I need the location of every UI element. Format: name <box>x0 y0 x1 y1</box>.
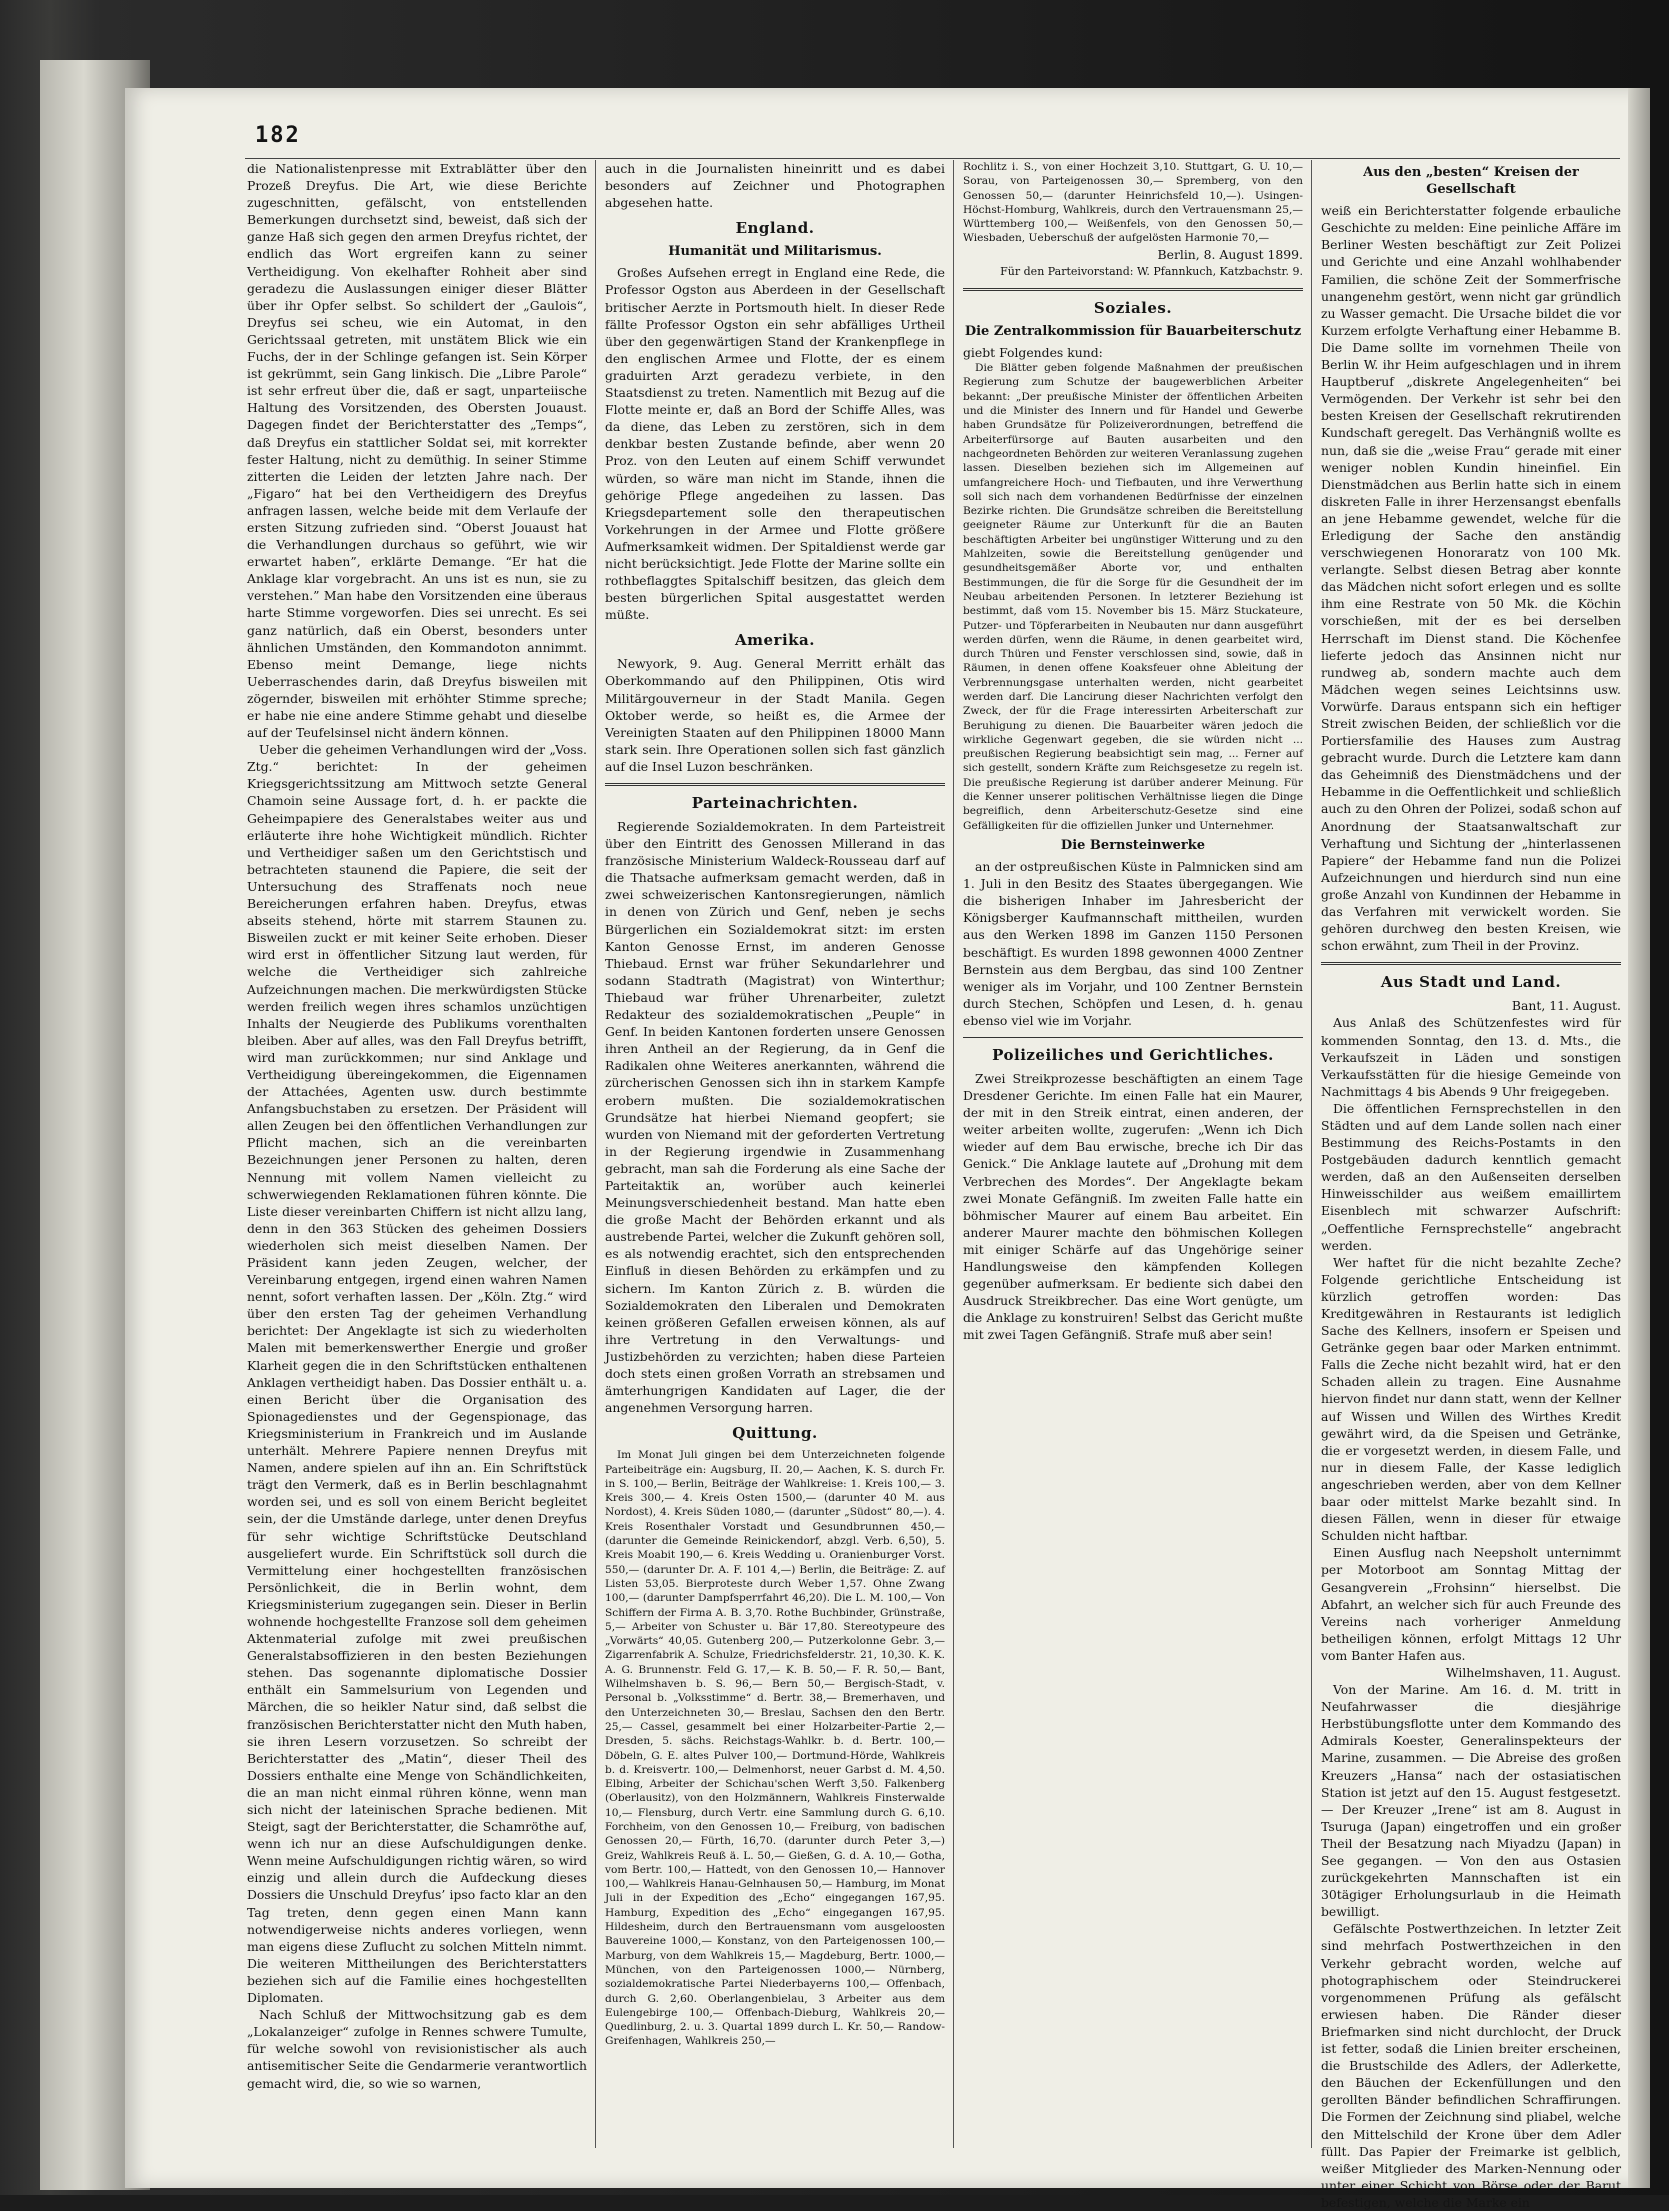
article-title-zentralkommission: Die Zentralkommission für Bauarbeiterschutz <box>964 323 1302 339</box>
column-1 <box>247 160 587 2148</box>
dateline: Berlin, 8. August 1899. <box>1157 246 1303 262</box>
column-3 <box>963 160 1303 2148</box>
article-schuetzenfest: Aus Anlaß des Schützenfestes wird für kommenden Sonntag, den 13. d. Mts., die Verkaufszeit in Läden und sonstigen Verkaufsstätten für die hiesige Gemeinde von Nachmittags 4 bis Abends 9 Uhr freigegeben. <box>1321 1015 1621 1099</box>
article-title-gesellschaft: Aus den „besten“ Kreisen der Gesellschaft <box>1363 165 1579 198</box>
article-quittung: Im Monat Juli gingen bei dem Unterzeichneten folgende Parteibeiträge ein: Augsburg, II. 20,— Aachen, K. S. durch Fr. in S. 100,— Berlin, Beiträge der Wahlkreise: 1. Kreis 100,— 3. Kreis 300,— 4. Kreis Osten 1500,— (darunter 40 M. aus Nordost), 4. Kreis Süden 1080,— (darunter „Südost“ 80,—). 4. Kreis Rosenthaler Vorstadt und Gesundbrunnen 450,— (darunter die Gemeinde Reinickendorf, abzgl. Verb. 6,50), 5. Kreis Moabit 190,— 6. Kreis Wedding u. Oranienburger Vorst. 550,— (darunter Dr. A. F. 101 4,—) Berlin, die Beiträge: Z. auf Listen 53,05. Bierproteste durch Weber 1,57. Ohne Zwang 100,— (darunter Dampfsperrfahrt 46,20). Die L. M. 100,— Von Schiffern der Firma A. B. 3,70. Rothe Buchbinder, Grünstraße, 5,— Arbeiter von Schuster u. Bär 17,80. Stereotypeure des „Vorwärts“ 40,05. Gutenberg 200,— Putzerkolonne Gebr. 3,— Zigarrenfabrik A. Schulze, Friedrichsfelderstr. 21, 10,30. K. K. A. G. Brunnenstr. Feld G. 17,— K. B. 50,— F. R. 50,— Bant, Wilhelmshaven b. S. 96,— Bern 50,— Bergisch-Stadt, v. Personal b. „Volksstimme“ d. Bertr. 38,— Bremerhaven, und den Unterzeichneten 30,— Breslau, Sachsen den den Bertr. 25,— Cassel, gesammelt bei einer Holzarbeiter-Partie 2,— Dresden, 5. sächs. Reichstags-Wahlkr. b. d. Bertr. 100,— Döbeln, G. E. altes Pulver 100,— Dortmund-Hörde, Wahlkreis b. d. Kreisvertr. 100,— Delmenhorst, neuer Garbst d. M. 4,50. Elbing, Arbeiter der Schichau'schen Werft 3,50. Falkenberg (Oberlausitz), von den Holzmännern, Wahlkreis Finsterwalde 10,— Flensburg, durch Vertr. eine Sammlung durch G. 6,10. Forchheim, von den Genossen 10,— Freiburg, von badischen Genossen 20,— Fürth, 16,70. (darunter durch Peter 3,—) Greiz, Wahlkreis Reuß ä. L. 50,— Gießen, G. d. A. 10,— Gotha, vom Bertr. 100,— Hattedt, von den Genossen 10,— Hannover 100,— Wahlkreis Hanau-Gelnhausen 50,— Hamburg, im Monat Juli in der Expedition des „Echo“ eingegangen 167,95. Hamburg, Expedition des „Echo“ eingegangen 167,95. Hildesheim, durch den Bertrauensmann vom ausgeloosten Bauvereine 1000,— Konstanz, von den Parteigenossen 100,— Marburg, von dem Wahlkreis 15,— Magdeburg, Bertr. 1000,— München, von den Parteigenossen 1000,— Nürnberg, sozialdemokratische Partei Niederbayerns 100,— Offenbach, durch G. 2,60. Oberlangenbielau, 3 Arbeiter aus dem Eulengebirge 100,— Offenbach-Dieburg, Wahlkreis 20,— Quedlinburg, 2. u. 3. Quartal 1899 durch L. Kr. 50,— Randow-Greifenhagen, Wahlkreis 250,— <box>605 1449 945 2048</box>
col2-intro: auch in die Journalisten hineinritt und es dabei besonders auf Zeichner und Photographen abgesehen hatte. <box>605 161 945 211</box>
section-rule <box>1321 962 1621 965</box>
article-zeche: Wer haftet für die nicht bezahlte Zeche? Folgende gerichtliche Entscheidung ist kürzlich getroffen worden: Das Kreditgewähren in Restaurants ist lediglich Sache des Kellners, insofern er Speisen und Getränke gegen baar oder Marken entnimmt. Falls die Zeche nicht bezahlt wird, hat er den Schaden allein zu tragen. Eine Ausnahme hiervon findet nur dann statt, wenn der Kellner auf Wissen und Willen des Wirthes Kredit gewährt wird, da die Speisen und Getränke, die er vorgesetzt werden, in diesem Falle, und nur in diesem Falle, der Kasse lediglich angeschrieben werden, aber von dem Kellner baar oder mittelst Marke bezahlt sind. In diesen Fällen, wenn in dieser für etwaige Schulden nicht haftbar. <box>1321 1254 1621 1544</box>
article-fernsprech: Die öffentlichen Fernsprechstellen in den Städten und auf dem Lande sollen nach einer Bestimmung des Reichs-Postamts in den Postgebäuden dadurch kenntlich gemacht werden, daß an den Außenseiten derselben Hinweisschilder aus weißem emaillirtem Eisenblech mit schwarzer Aufschrift: „Oeffentliche Fernsprechstelle“ angebracht werden. <box>1321 1100 1621 1253</box>
article-zentralkommission: Die Blätter geben folgende Maßnahmen der preußischen Regierung zum Schutze der baugewerblichen Arbeiter bekannt: „Der preußische Minister der öffentlichen Arbeiten und die Minister des Innern und für Handel und Gewerbe haben Grundsätze für Polizeiverordnungen, betreffend die Arbeiterfürsorge auf Bauten ausarbeiten und den nachgeordneten Behörden zur weiteren Veranlassung zugehen lassen. Dieselben beziehen sich im Allgemeinen auf umfangreichere Hoch- und Tiefbauten, und ihre Verwerthung soll sich nach dem vorhandenen Bedürfnisse der einzelnen Bezirke richten. Die Grundsätze schreiben die Bereitstellung geeigneter Räume zur Unterkunft für die an Bauten beschäftigten Arbeiter bei ungünstiger Witterung und zu den Mahlzeiten, sowie die Bereitstellung genügender und gesundheitsgemäßer Aborte vor, und enthalten Bestimmungen, die für die Sorge für die Gesundheit der im Neubau arbeitenden Personen. In letzterer Beziehung ist bestimmt, daß vom 15. November bis 15. März Stuckateure, Putzer- und Töpferarbeiten in Neubauten nur dann ausgeführt werden dürfen, wenn die Räume, in denen gearbeitet wird, durch Thüren und Fenster verschlossen sind, sowie, daß in Räumen, in denen offene Koaksfeuer ohne Ableitung der Verbrennungsgase unterhalten werden, nicht gearbeitet werden darf. Die Lancirung dieser Nachrichten verfolgt den Zweck, der für die Frage interessirten Arbeiterschaft zur Beruhigung zu dienen. Die Bauarbeiter wären jedoch die wirkliche Gegenwart gegeben, die sie würden nicht ... preußischen Regierung beabsichtigt sein mag, ... Ferner auf sich gestellt, sondern Kräfte zum Reichsgesetze zu regeln ist. Die preußische Regierung ist darüber anderer Meinung. Für die Kenner unserer politischen Verhältnisse liegen die Dinge begreiflich, denn Arbeiterschutz-Gesetze sind eine Gefälligkeiten für die offiziellen Junker und Unternehmer. <box>963 362 1303 832</box>
article-england: Großes Aufsehen erregt in England eine Rede, die Professor Ogston aus Aberdeen in der Gesellschaft britischer Aerzte in Portsmouth hielt. In dieser Rede fällte Professor Ogston ein sehr abfälliges Urtheil über den gegenwärtigen Stand der Krankenpflege in den englischen Armee und Flotte, der es einem graduirten Arzt geradezu verbiete, in den Staatsdienst zu treten. Namentlich mit Bezug auf die Flotte meinte er, daß an Bord der Schiffe Alles, was da diene, das Leben zu zerstören, sich in dem denkbar besten Zustande befinde, aber wenn 20 Proz. von den Leuten auf einem Schiff verwundet würden, so wäre man nicht im Stande, ihnen die gehörige Pflege angedeihen zu lassen. Das Kriegsdepartement solle den therapeutischen Vorkehrungen in der Armee und Flotte größere Aufmerksamkeit widmen. Der Spitaldienst werde gar nicht berücksichtigt. Jede Flotte der Marine sollte ein rothbeflaggtes Spitalschiff besitzen, das gleich dem besten bürgerlichen Spital ausgestattet werden müßte. <box>605 265 945 623</box>
article-gesellschaft: weiß ein Berichterstatter folgende erbauliche Geschichte zu melden: Eine peinliche Affäre im Berliner Westen beschäftigt zur Zeit Polizei und Gerichte und eine Anzahl wohlhabender Familien, die schöne Zeit der Sommerfrische unangenehm gestört, wenn nicht gar gründlich zu Wasser gemacht. Die Ursache bildet die vor Kurzem erfolgte Verhaftung einer Hebamme B. Die Dame sollte im vornehmen Theile von Berlin W. ihr Heim aufgeschlagen und in ihrem Hauptberuf „diskrete Angelegenheiten“ bei Vermögenden. Der Verkehr ist sehr bei den besten Kreisen der Gesellschaft rekrutirenden Kundschaft geregelt. Das Verhängniß wollte es nun, daß sie die „weise Frau“ gerade mit einer weniger noblen Kundin hineinfiel. Ein Dienstmädchen aus Berlin hatte sich in einem diskreten Falle in ihrer Herzensangst ebenfalls an jene Hebamme gewendet, welche für die Erledigung der Sache den anständig verschwiegenen Honoraratz von 100 Mk. verlangte. Selbst diesen Betrag aber konnte das Mädchen nicht sofort erlegen und es sollte ihm eine Restrate von 50 Mk. die Köchin vorschießen, mit der es bei derselben Herrschaft im Dienst stand. Die Köchenfee lieferte jedoch das Ansinnen nicht nur rundweg ab, sondern machte auch dem Mädchen wegen seines Leichtsinns usw. Vorwürfe. Daraus entspann sich ein heftiger Streit zwischen Beiden, der schließlich vor die Portiersfamilie des Hauses zum Austrag gebracht wurde. Durch die Letztere kam dann das Geheimniß des Dienstmädchens und der Hebamme in die Oeffentlichkeit und schließlich auch zu den Ohren der Polizei, sodaß schon auf Anordnung der Staatsanwaltschaft zur Verhaftung und Sichtung der „hinterlassenen Papiere“ der Hebamme fand nun die Polizei Aufzeichnungen und hierdurch sind nun eine große Anzahl von Kundinnen der Hebamme in das Verfahren mit verwickelt worden. Sie gehören durchweg den besten Kreisen, wie schon erwähnt, zum Theil in der Provinz. <box>1321 203 1621 954</box>
section-heading-quittung: Quittung. <box>732 1424 818 1443</box>
section-heading-stadt-land: Aus Stadt und Land. <box>1380 973 1562 992</box>
signature: Für den Parteivorstand: W. Pfannkuch, Katzbachstr. 9. <box>1000 264 1303 278</box>
article-subtitle: giebt Folgendes kund: <box>963 345 1103 361</box>
section-heading-partei: Parteinachrichten. <box>691 794 859 812</box>
section-heading-polizei: Polizeiliches und Gerichtliches. <box>992 1045 1274 1064</box>
dateline-bant: Bant, 11. August. <box>1511 998 1621 1014</box>
section-heading-england: England. <box>735 219 815 238</box>
article-bernstein: an der ostpreußischen Küste in Palmnicken sind am 1. Juli in den Besitz des Staates übergegangen. Wie die bisherigen Inhaber im Jahresbericht der Königsberger Kaufmannschaft mittheilen, wurden aus den Werken 1898 im Ganzen 1150 Personen beschäftigt. Es wurden 1898 gewonnen 4000 Zentner Bernstein aus dem Bergbau, das sind 100 Zentner weniger als im Vorjahr, und 100 Zentner Bernstein durch Stechen, Schöpfen und Lesen, d. h. genau ebenso viel wie im Vorjahr. <box>963 859 1303 1028</box>
column-divider <box>953 160 954 2148</box>
section-rule <box>963 288 1303 291</box>
col1-paragraph: Nach Schluß der Mittwochsitzung gab es dem „Lokalanzeiger“ zufolge in Rennes schwere Tumulte, für welche sowohl von revisionistischer als auch antisemitischer Seite die Gendarmerie verantwortlich gemacht wird, die, so wie so warnen, <box>247 2007 587 2091</box>
page-number: 182 <box>255 123 301 148</box>
header-rule <box>245 158 1620 159</box>
article-partei: Regierende Sozialdemokraten. In dem Parteistreit über den Eintritt des Genossen Millerand in das französische Ministerium Waldeck-Rousseau darf auf die Thatsache aufmerksam gemacht werden, daß in zwei schweizerischen Kantonsregierungen, nämlich in denen von Zürich und Genf, neben je sechs Bürgerlichen ein Sozialdemokrat sitzt: im ersten Kanton Genosse Ernst, im anderen Genosse Thiebaud. Ernst war früher Sekundarlehrer und sodann Stadtrath (Magistrat) von Winterthur; Thiebaud war früher Uhrenarbeiter, zuletzt Redakteur des sozialdemokratischen „Peuple“ in Genf. In beiden Kantonen forderten unsere Genossen ihren Antheil an der Regierung, da in Genf die Radikalen ohne Weiteres anerkannten, während die zürcherischen Genossen sich ihn in starkem Kampfe erobern mußten. Die sozialdemokratischen Grundsätze hat hierbei Niemand geopfert; sie wurden von Niemand mit der geforderten Vertretung in der Regierung irgendwie in Zusammenhang gebracht, man sah die Forderung als eine Sache der Parteitaktik an, worüber auch keinerlei Meinungsverschiedenheit bestand. Man hatte eben die große Macht der Behörden erkannt und als austrebende Partei, welcher die Zukunft gehören soll, es als notwendig erachtet, sich den entsprechenden Einfluß in diesen Behörden zu erkämpfen und zu sichern. Im Kanton Zürich z. B. würden die Sozialdemokraten den Liberalen und Demokraten keinen größeren Gefallen erweisen können, als auf ihre Vertretung in den Verwaltungs- und Justizbehörden zu verzichten; haben diese Parteien doch stets einen großen Vorrath an strebsamen und ämterhungrigen Kandidaten auf Lager, die der angenehmen Versorgung harren. <box>605 819 945 1416</box>
section-rule <box>605 783 945 786</box>
column-2 <box>605 160 945 2148</box>
page-edge-shadow <box>1628 88 1650 2188</box>
article-postwerthzeichen: Gefälschte Postwerthzeichen. In letzter Zeit sind mehrfach Postwerthzeichen in den Verkehr gebracht worden, welche auf photographischem oder Steindruckerei vorgenommenen Prüfung als gefälscht erwiesen haben. Die Ränder dieser Briefmarken sind nicht durchlocht, der Druck ist fetter, sodaß die Linien breiter erscheinen, die Brustschilde des Adlers, der Adlerkette, den Bäuchen der Eckenfüllungen und den gerollten Bänder befindlichen Schraffirungen. Die Formen der Zeichnung sind pliabel, welche den Mittelschild der Krone über dem Adler füllt. Das Papier der Freimarke ist gelblich, weißer Mitglieder des Marken-Nennung oder unter einer Schicht von Börse oder der Barut befestigen, welche die Marke ein <box>1321 1921 1621 2210</box>
col3-quittung-continued: Rochlitz i. S., von einer Hochzeit 3,10. Stuttgart, G. U. 10,— Sorau, von Parteigenossen 30,— Spremberg, von den Genossen 50,— (darunter Heinrichsfeld 10,—). Usingen-Höchst-Homburg, Wahlkreis, durch den Vertrauensmann 25,— Württemberg 100,— Weißenfels, von den Genossen 50,— Wiesbaden, Ueberschuß der aufgelösten Harmonie 70,— <box>963 161 1303 245</box>
article-marine: Von der Marine. Am 16. d. M. tritt in Neufahrwasser die diesjährige Herbstübungsflotte unter dem Kommando des Admirals Koester, Generalinspekteurs der Marine, zusammen. — Die Abreise des großen Kreuzers „Hansa“ nach der ostasiatischen Station ist jetzt auf den 15. August festgesetzt. — Der Kreuzer „Irene“ ist am 8. August in Tsuruga (Japan) eingetroffen und ein großer Theil der Besatzung nach Miyadzu (Japan) in See gegangen. — Von den aus Ostasien zurückgekehrten Mannschaften ist ein 30tägiger Erholungsurlaub in die Heimath bewilligt. <box>1321 1682 1621 1920</box>
section-rule <box>963 1037 1303 1038</box>
article-polizei: Zwei Streikprozesse beschäftigten an einem Tage Dresdener Gerichte. Im einen Falle hat ein Maurer, der mit in den Streik eintrat, einen anderen, der weiter arbeiten wollte, zugerufen: „Wenn ich Dich wieder auf dem Bau erwische, breche ich Dir das Genick.“ Die Anklage lautete auf „Drohung mit dem Verbrechen des Mordes“. Der Angeklagte bekam zwei Monate Gefängniß. Im zweiten Falle hatte ein böhmischer Maurer auf einem Bau arbeitet. Ein anderer Maurer machte den böhmischen Kollegen mit einiger Schärfe auf das Ungehörige seiner Handlungsweise den kämpfenden Kollegen gegenüber aufmerksam. Er bediente sich dabei den Ausdruck Streikbrecher. Das eine Wort genügte, um die Anklage zu konstruiren! Selbst das Gericht mußte mit zwei Tagen Gefängniß. Strafe muß aber sein! <box>963 1070 1303 1343</box>
column-divider <box>1311 160 1312 2148</box>
column-4 <box>1321 160 1621 2210</box>
col1-paragraph: Ueber die geheimen Verhandlungen wird der „Voss. Ztg.“ berichtet: In der geheimen Kriegsgerichtssitzung am Mittwoch setzte General Chamoin seine Aussage fort, d. h. er packte die Geheimpapiere des Generalstabes weiter aus und erläuterte ihre hohe Wichtigkeit mündlich. Richter und Vertheidiger saßen um den Gerichtstisch und betrachteten staunend die Papiere, die seit der Untersuchung des Straffenats noch neue Bereicherungen erfahren haben. Dreyfus, etwas abseits stehend, hörte mit starrem Staunen zu. Bisweilen zuckt er mit keiner Seite erhoben. Dieser wird erst in öffentlicher Sitzung laut werden, für welche die Vertheidiger sich zahlreiche Aufzeichnungen machen. Die merkwürdigsten Stücke werden freilich wegen ihres schamlos unzüchtigen Inhalts der Neugierde des Publikums vorenthalten bleiben. Aber auf alles, was den Fall Dreyfus betrifft, wird man zurückkommen; nur sind Anklage und Vertheidigung übereingekommen, die Eigennamen der Attachées, Agenten usw. durch bestimmte Anfangsbuchstaben zu ersetzen. Der Präsident will allen Zeugen bei den öffentlichen Verhandlungen zur Pflicht machen, sich an die vereinbarten Bezeichnungen jener Personen zu halten, deren Nennung mit vollem Namen vielleicht zu schwerwiegenden Reklamationen führen könnte. Die Liste dieser vereinbarten Chiffern ist nicht allzu lang, denn in den 363 Stücken des geheimen Dossiers wiederholen sich meist dieselben Namen. Der Präsident kann jeden Zeugen, welcher, der Vereinbarung entgegen, irgend einen wahren Namen nennt, sofort verhaften lassen. Der „Köln. Ztg.“ wird über den ersten Tag der geheimen Verhandlung berichtet: Der Angeklagte ist sich zu wiederholten Malen mit bemerkenswerther Energie und großer Klarheit gegen die in den Schriftstücken enthaltenen Anklagen vertheidigt haben. Das Dossier enthält u. a. einen Bericht über die Organisation des Spionagedienstes und der Gegenspionage, das Kriegsministerium in Frankreich und im Auslande unterhält. Mehrere Papiere nennen Dreyfus mit Namen, andere spielen auf ihn an. Ein Schriftstück trägt den Vermerk, daß es in Berlin beschlagnahmt worden sei, und es soll von einem Bericht begleitet sein, der die Umstände darlege, unter denen Dreyfus für sehr wichtige Schriftstücke Deutschland ausgeliefert wurde. Ein Schriftstück soll durch die Vermittelung einer hochgestellten französischen Persönlichkeit, die in Berlin wohnt, dem Kriegsministerium zugegangen sein. Dieser in Berlin wohnende hochgestellte Franzose soll dem geheimen Aktenmaterial zufolge mit zwei preußischen Generalstabsoffizieren in den besten Beziehungen stehen. Das sogenannte diplomatische Dossier enthält ein Sammelsurium von Legenden und Märchen, die so heikler Natur sind, daß selbst die französischen Berichterstatter nicht den Muth haben, sie ihren Lesern vorzusetzen. So schreibt der Berichterstatter des „Matin“, dieser Theil des Dossiers enthalte eine Menge von Schändlichkeiten, die an man nicht einmal rühren könne, wenn man sich nicht der lateinischen Sprache bedienen. Mit Steigt, sagt der Berichterstatter, die Schamröthe auf, wenn ich nur an diese Aufschuldigungen denke. Wenn meine Aufschuldigungen richtig wären, so wird einzig und allein durch die Aufdeckung dieses Dossiers die Unschuld Dreyfus’ ipso facto klar an den Tag treten, denn gegen einen Mann kann notwendigerweise nichts anderes vorliegen, wenn man eigens diese Zuflucht zu solchen Mitteln nimmt. Die weiteren Mittheilungen des Berichterstatters beziehen sich auf die Familie eines hochgestellten Diplomaten. <box>247 742 587 2006</box>
section-heading-amerika: Amerika. <box>735 631 815 650</box>
article-ausflug: Einen Ausflug nach Neepsholt unternimmt per Motorboot am Sonntag Mittag der Gesangverein „Frohsinn“ hierselbst. Die Abfahrt, an welcher sich für auch Freunde des Vereins nach vorheriger Anmeldung betheiligen können, erfolgt Mittags 12 Uhr vom Banter Hafen aus. <box>1321 1545 1621 1663</box>
dateline-wilhelmshaven: Wilhelmshaven, 11. August. <box>1445 1664 1621 1680</box>
article-title-bernstein: Die Bernsteinwerke <box>1060 837 1206 853</box>
section-heading-soziales: Soziales. <box>1093 298 1173 317</box>
newspaper-page <box>125 88 1650 2210</box>
article-amerika: Newyork, 9. Aug. General Merritt erhält das Oberkommando auf den Philippinen, Otis wird Militärgouverneur in der Stadt Manila. Gegen Oktober werde, so heißt es, die Armee der Vereinigten Staaten auf den Philippinen 18000 Mann stark sein. Ihre Operationen sollen sich fast gänzlich auf die Insel Luzon beschränken. <box>605 656 945 774</box>
article-title-humanitaet: Humanität und Militarismus. <box>668 244 882 260</box>
column-divider <box>595 160 596 2148</box>
col1-paragraph: die Nationalistenpresse mit Extrablätter über den Prozeß Dreyfus. Die Art, wie diese Berichte zugeschnitten, gefälscht, von entstellenden Bemerkungen durchsetzt sind, beweist, daß sich der ganze Haß sich gegen den armen Dreyfus richtet, der endlich das Wort ergreifen kann zu seiner Vertheidigung. Von ekelhafter Rohheit aber sind geradezu die Auslassungen einiger dieser Blätter über ihr Opfer selbst. So schildert der „Gaulois“, Dreyfus sei scheu, wie ein Automat, in den Gerichtssaal getreten, mit unstätem Blick wie ein Fuchs, der in der Schlinge gefangen ist. Sein Körper ist gekrümmt, sein Gang linkisch. Die „Libre Parole“ ist sehr erfreut über die, daß er sagt, unparteiische Haltung des Vorsitzenden, des Obersten Jouaust. Dagegen findet der Berichterstatter des „Temps“, daß Dreyfus ein stattlicher Soldat sei, mit korrekter fester Haltung, nicht zu demüthig. In seiner Stimme zitterten die Leiden der letzten Jahre nach. Der „Figaro“ hat bei den Vertheidigern des Dreyfus anfragen lassen, welche beide mit dem Verlaufe der ersten Sitzung zufrieden sind. “Oberst Jouaust hat die Verhandlungen durchaus so geführt, wie wir erwartet haben”, erklärte Demange. “Er hat die Anklage klar vorgebracht. An uns ist es nun, sie zu verstehen.” Man habe den Vorsitzenden eine überaus harte Stimme vorgeworfen. Dies sei unrecht. Es sei ganz natürlich, daß ein Oberst, besonders unter ähnlichen Umständen, den Kommandoton annimmt. Ebenso meint Demange, liege nichts Ueberraschendes darin, daß Dreyfus bisweilen mit zögernder, bisweilen mit erhöhter Stimme spreche; er habe nie eine andere Stimme gehabt und dieselbe auf der Teufelsinsel nicht ändern können. <box>247 161 587 741</box>
